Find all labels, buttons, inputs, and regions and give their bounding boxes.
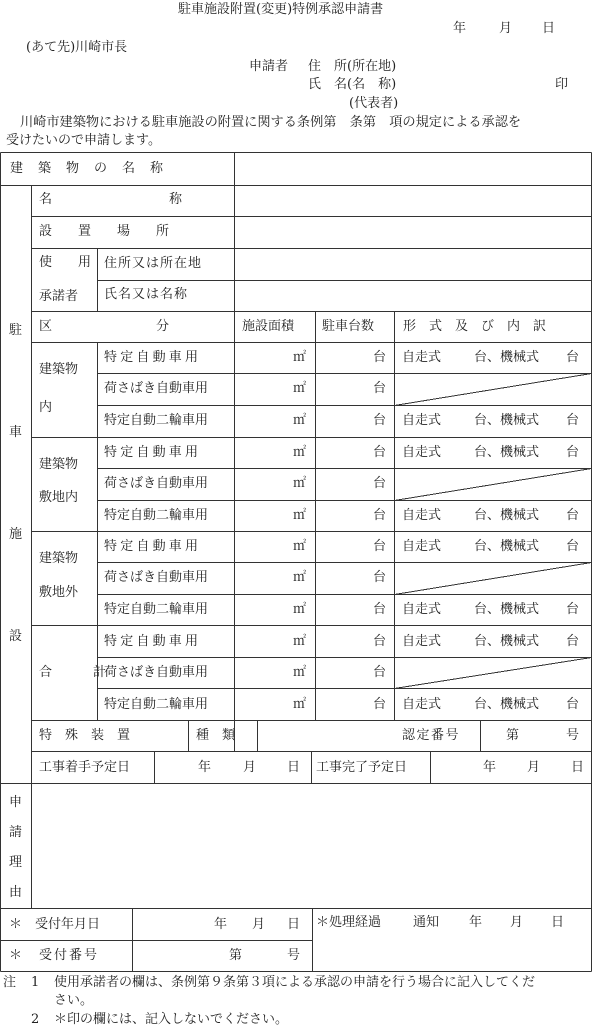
cert-no-prefix: 第 xyxy=(506,728,520,743)
detail-unit: 台 xyxy=(566,697,580,712)
cert-no-suffix: 号 xyxy=(566,728,580,743)
count-unit: 台 xyxy=(373,697,387,712)
device-kind-field[interactable] xyxy=(259,722,393,750)
reason-vertical-1: 申 xyxy=(9,795,23,810)
reason-vertical-4: 由 xyxy=(9,885,23,900)
detail-unit: 台 xyxy=(566,602,580,617)
reason-vertical-2: 請 xyxy=(9,825,23,840)
process-year: 年 xyxy=(469,915,483,930)
type-header: 形 式 及 び 内 訳 xyxy=(403,319,547,334)
detail-self: 自走式 xyxy=(402,697,442,712)
construction-end-label: 工事完了予定日 xyxy=(316,760,408,775)
vehicle-kind-specific: 特定自動車用 xyxy=(104,539,202,554)
facility-name-field[interactable] xyxy=(236,187,590,215)
count-unit: 台 xyxy=(373,539,387,554)
vehicle-kind-specific: 特定自動車用 xyxy=(104,634,202,649)
count-unit: 台 xyxy=(373,665,387,680)
note-2-text: ＊印の欄には、記入しないでください。 xyxy=(54,1012,289,1027)
received-no-prefix: 第 xyxy=(229,948,243,963)
detail-self: 自走式 xyxy=(402,539,442,554)
start-year: 年 xyxy=(198,760,212,775)
seal-mark: 印 xyxy=(555,77,569,92)
parking-facility-vertical-4: 設 xyxy=(9,629,23,644)
parking-facility-vertical-2: 車 xyxy=(9,425,23,440)
count-unit: 台 xyxy=(373,602,387,617)
received-month: 月 xyxy=(252,917,266,932)
area-unit: ㎡ xyxy=(293,697,307,712)
detail-self: 自走式 xyxy=(402,445,442,460)
classification-label: 区 分 xyxy=(39,319,170,334)
detail-mech: 台、機械式 xyxy=(474,508,540,523)
user-name-label: 氏名又は名称 xyxy=(104,287,189,302)
statement-line-1: 川崎市建築物における駐車施設の附置に関する条例第 条第 項の規定による承認を xyxy=(20,115,522,130)
vehicle-kind-motorcycle: 特定自動二輪車用 xyxy=(104,602,209,617)
area-unit: ㎡ xyxy=(293,381,307,396)
representative-label: (代表者) xyxy=(349,96,399,111)
detail-mech: 台、機械式 xyxy=(474,539,540,554)
note-1-line-2: さい。 xyxy=(54,993,94,1008)
note-2-number: 2 xyxy=(31,1012,40,1027)
process-label: ＊処理経過 xyxy=(316,915,382,930)
detail-unit: 台 xyxy=(566,350,580,365)
facility-name-label: 名 称 xyxy=(39,192,183,207)
end-month: 月 xyxy=(527,760,541,775)
process-notice: 通知 xyxy=(413,915,440,930)
group-on-site-1: 建築物 xyxy=(39,457,79,472)
area-unit: ㎡ xyxy=(293,634,307,649)
area-unit: ㎡ xyxy=(293,413,307,428)
vehicle-kind-loading: 荷さばき自動車用 xyxy=(104,665,209,680)
count-unit: 台 xyxy=(373,381,387,396)
applicant-label: 申請者 xyxy=(249,59,289,74)
user-name-field[interactable] xyxy=(236,282,590,310)
location-label: 設 置 場 所 xyxy=(39,224,170,239)
count-unit: 台 xyxy=(373,634,387,649)
area-unit: ㎡ xyxy=(293,602,307,617)
received-year: 年 xyxy=(214,917,228,932)
area-unit: ㎡ xyxy=(293,570,307,585)
area-unit: ㎡ xyxy=(293,508,307,523)
detail-mech: 台、機械式 xyxy=(474,413,540,428)
count-unit: 台 xyxy=(373,445,387,460)
header-month: 月 xyxy=(499,21,513,36)
location-field[interactable] xyxy=(236,218,590,247)
end-year: 年 xyxy=(483,760,497,775)
start-month: 月 xyxy=(243,760,257,775)
detail-unit: 台 xyxy=(566,445,580,460)
vehicle-kind-motorcycle: 特定自動二輪車用 xyxy=(104,508,209,523)
vehicle-kind-specific: 特定自動車用 xyxy=(104,445,202,460)
detail-self: 自走式 xyxy=(402,602,442,617)
detail-unit: 台 xyxy=(566,508,580,523)
group-on-site-2: 敷地内 xyxy=(39,490,79,505)
detail-mech: 台、機械式 xyxy=(474,634,540,649)
group-in-building-2: 内 xyxy=(39,400,53,415)
vehicle-kind-loading: 荷さばき自動車用 xyxy=(104,476,209,491)
area-unit: ㎡ xyxy=(293,665,307,680)
form-title: 駐車施設附置(変更)特例承認申請書 xyxy=(178,2,384,17)
construction-start-label: 工事着手予定日 xyxy=(39,760,131,775)
cert-number-label: 認定番号 xyxy=(402,728,461,743)
note-1-number: 1 xyxy=(31,975,40,990)
statement-line-2: 受けたいので申請します。 xyxy=(6,133,161,148)
vehicle-kind-loading: 荷さばき自動車用 xyxy=(104,381,209,396)
area-unit: ㎡ xyxy=(293,476,307,491)
notes-prefix: 注 xyxy=(3,975,17,990)
reason-field[interactable] xyxy=(33,785,590,907)
count-unit: 台 xyxy=(373,570,387,585)
received-no-label: ＊ 受付番号 xyxy=(9,948,100,963)
vehicle-kind-motorcycle: 特定自動二輪車用 xyxy=(104,697,209,712)
detail-unit: 台 xyxy=(566,634,580,649)
received-day: 日 xyxy=(287,917,301,932)
process-day: 日 xyxy=(551,915,565,930)
count-unit: 台 xyxy=(373,413,387,428)
vehicle-kind-loading: 荷さばき自動車用 xyxy=(104,570,209,585)
parking-facility-vertical-3: 施 xyxy=(9,527,23,542)
area-unit: ㎡ xyxy=(293,445,307,460)
building-name-field[interactable] xyxy=(236,154,590,184)
address-label: 住 所(所在地) xyxy=(308,59,397,74)
special-device-label: 特 殊 装 置 xyxy=(39,728,131,743)
detail-mech: 台、機械式 xyxy=(474,350,540,365)
detail-mech: 台、機械式 xyxy=(474,697,540,712)
area-unit: ㎡ xyxy=(293,539,307,554)
detail-mech: 台、機械式 xyxy=(474,602,540,617)
area-unit: ㎡ xyxy=(293,350,307,365)
detail-unit: 台 xyxy=(566,413,580,428)
detail-self: 自走式 xyxy=(402,634,442,649)
received-no-suffix: 号 xyxy=(287,948,301,963)
addressee: (あて先)川崎市長 xyxy=(26,40,128,55)
header-day: 日 xyxy=(542,21,556,36)
parking-facility-vertical-1: 駐 xyxy=(9,323,23,338)
user-label-1: 使 用 xyxy=(39,255,92,270)
user-address-field[interactable] xyxy=(236,250,590,279)
device-kind-label: 種 類 xyxy=(196,728,236,743)
count-unit: 台 xyxy=(373,476,387,491)
user-label-2: 承諾者 xyxy=(39,289,79,304)
received-date-label: ＊ 受付年月日 xyxy=(9,917,101,932)
detail-self: 自走式 xyxy=(402,413,442,428)
vehicle-kind-specific: 特定自動車用 xyxy=(104,350,202,365)
group-total: 合 計 xyxy=(39,665,121,680)
detail-mech: 台、機械式 xyxy=(474,445,540,460)
detail-unit: 台 xyxy=(566,539,580,554)
start-day: 日 xyxy=(287,760,301,775)
end-day: 日 xyxy=(571,760,585,775)
process-month: 月 xyxy=(510,915,524,930)
area-header: 施設面積 xyxy=(242,319,295,334)
vehicle-kind-motorcycle: 特定自動二輪車用 xyxy=(104,413,209,428)
group-off-site-2: 敷地外 xyxy=(39,585,79,600)
count-header: 駐車台数 xyxy=(322,319,375,334)
count-unit: 台 xyxy=(373,508,387,523)
detail-self: 自走式 xyxy=(402,508,442,523)
note-1-line-1: 使用承諾者の欄は、条例第９条第３項による承認の申請を行う場合に記入してくだ xyxy=(54,975,536,990)
count-unit: 台 xyxy=(373,350,387,365)
user-address-label: 住所又は所在地 xyxy=(104,256,203,271)
building-name-label: 建 築 物 の 名 称 xyxy=(10,161,165,176)
header-year: 年 xyxy=(453,21,467,36)
reason-vertical-3: 理 xyxy=(9,855,23,870)
group-off-site-1: 建築物 xyxy=(39,551,79,566)
detail-self: 自走式 xyxy=(402,350,442,365)
group-in-building-1: 建築物 xyxy=(39,362,79,377)
name-label: 氏 名(名 称) xyxy=(308,77,397,92)
